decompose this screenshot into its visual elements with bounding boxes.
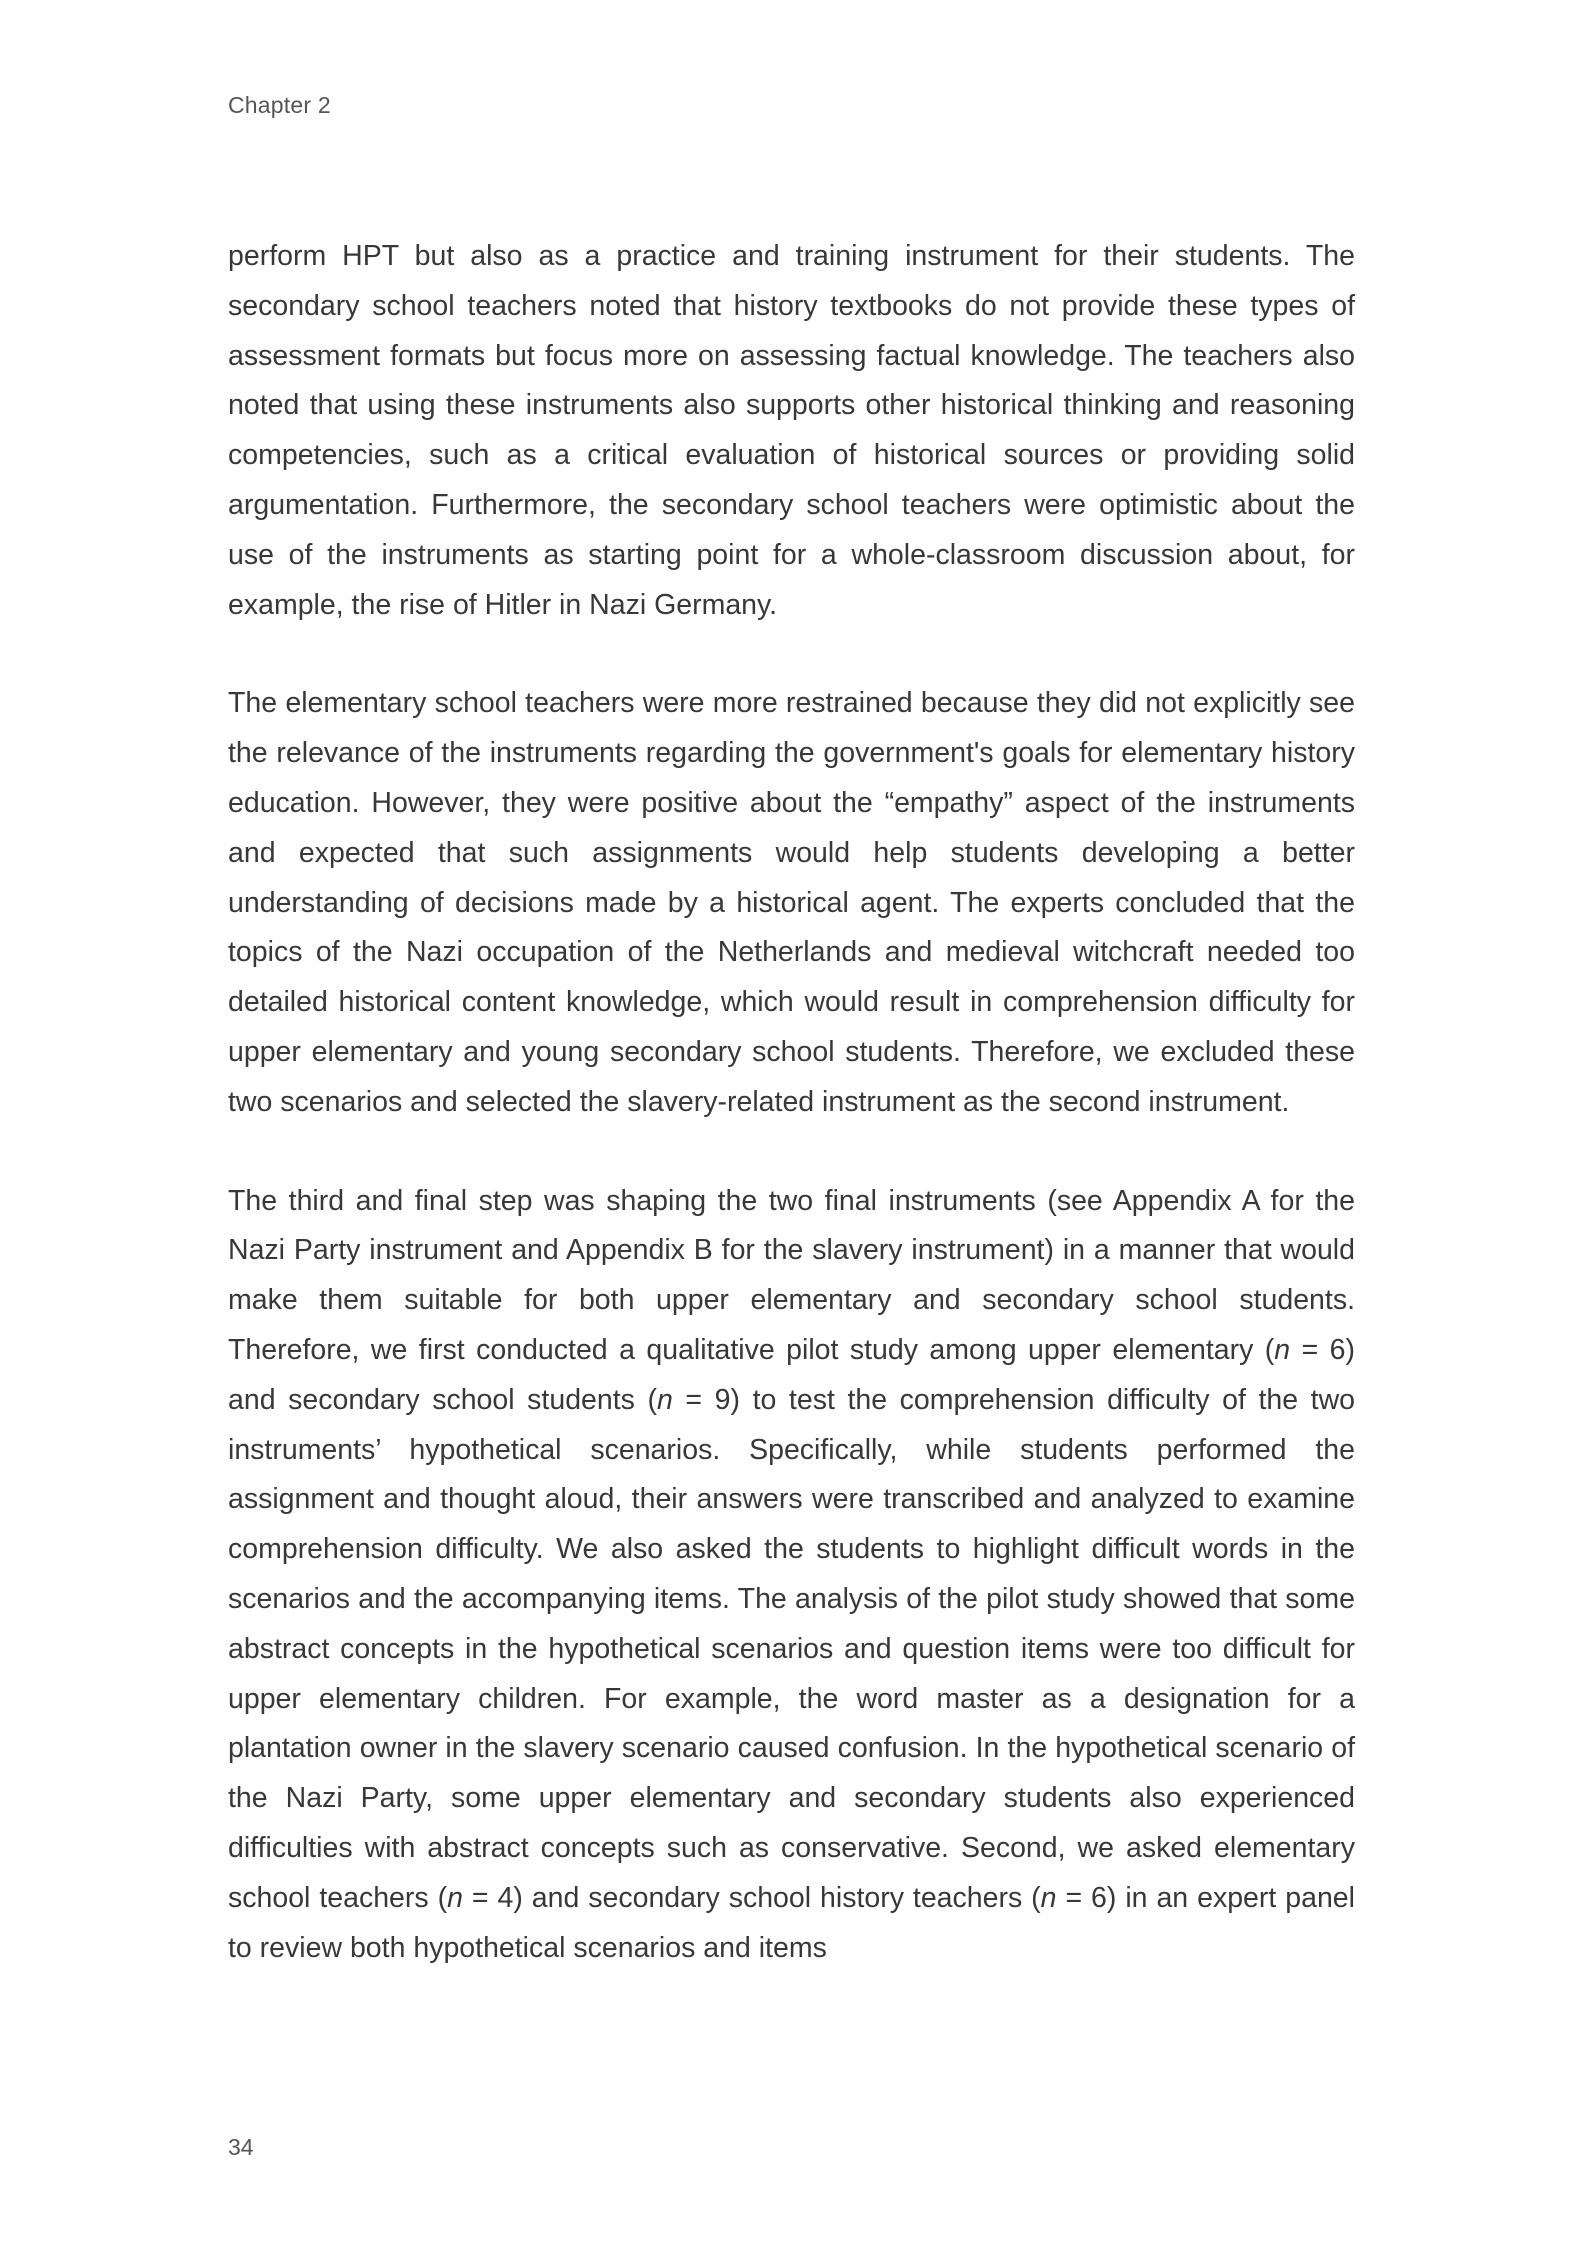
sample-size-symbol: n [447, 1881, 463, 1914]
paragraph-3 [228, 1177, 1355, 1974]
paragraph-2: The elementary school teachers were more restrained because they did not explicitly see the relevance of the instruments regarding the government's goals for elementary history education. However, they were positive about the “empathy” aspect of the instruments and expected that such assignments would help students developing a better understanding of decisions made by a historical agent. The experts concluded that the topics of the Nazi occupation of the Netherlands and medieval witchcraft needed too detailed historical content knowledge, which would result in comprehension difficulty for upper elementary and young secondary school students. Therefore, we excluded these two scenarios and selected the slavery-related instrument as the second instrument. [228, 687, 1355, 1118]
sample-size-symbol: n [1040, 1881, 1057, 1914]
body-text [228, 232, 1355, 1973]
paragraph-3-text: = 9) to test the comprehension difficulty of the two instruments’ hypothetical scenarios. Specifically, while students performed the assignment and thought aloud, their answers were transcribed and analyzed to examine comprehension difficulty. We also asked the students to highlight difficult words in the scenarios and the accompanying items. The analysis of the pilot study showed that some abstract concepts in the hypothetical scenarios and question items were too difficult for upper elementary children. For example, the word master as a designation for a plantation owner in the slavery scenario caused confusion. In the hypothetical scenario of the Nazi Party, some upper elementary and secondary students also experienced difficulties with abstract concepts such as conservative. Second, we asked elementary school teachers ( [228, 1383, 1356, 1914]
paragraph-3-text: = 4) and secondary school history teachers ( [462, 1881, 1041, 1914]
sample-size-symbol: n [656, 1383, 673, 1416]
paragraph-1: perform HPT but also as a practice and training instrument for their students. The secondary school teachers noted that history textbooks do not provide these types of assessment formats but focus more on assessing factual knowledge. The teachers also noted that using these instruments also supports other historical thinking and reasoning competencies, such as a critical evaluation of historical sources or providing solid argumentation. Furthermore, the secondary school teachers were optimistic about the use of the instruments as starting point for a whole-classroom discussion about, for example, the rise of Hitler in Nazi Germany. [228, 240, 1355, 621]
paragraph-3-text: The third and final step was shaping the two final instruments (see Appendix A for the Nazi Party instrument and Appendix B for the slavery instrument) in a manner that would make them suitable for both upper elementary and secondary school students. Therefore, we first conducted a qualitative pilot study among upper elementary ( [228, 1184, 1355, 1366]
sample-size-symbol: n [1274, 1333, 1291, 1366]
paragraph-3-text: = 6) and secondary school students ( [228, 1333, 1355, 1416]
running-head: Chapter 2 [228, 92, 331, 118]
page-number: 34 [228, 2134, 254, 2160]
paragraph-3-text: = 6) in an expert panel to review both hypothetical scenarios and items [228, 1881, 1355, 1964]
